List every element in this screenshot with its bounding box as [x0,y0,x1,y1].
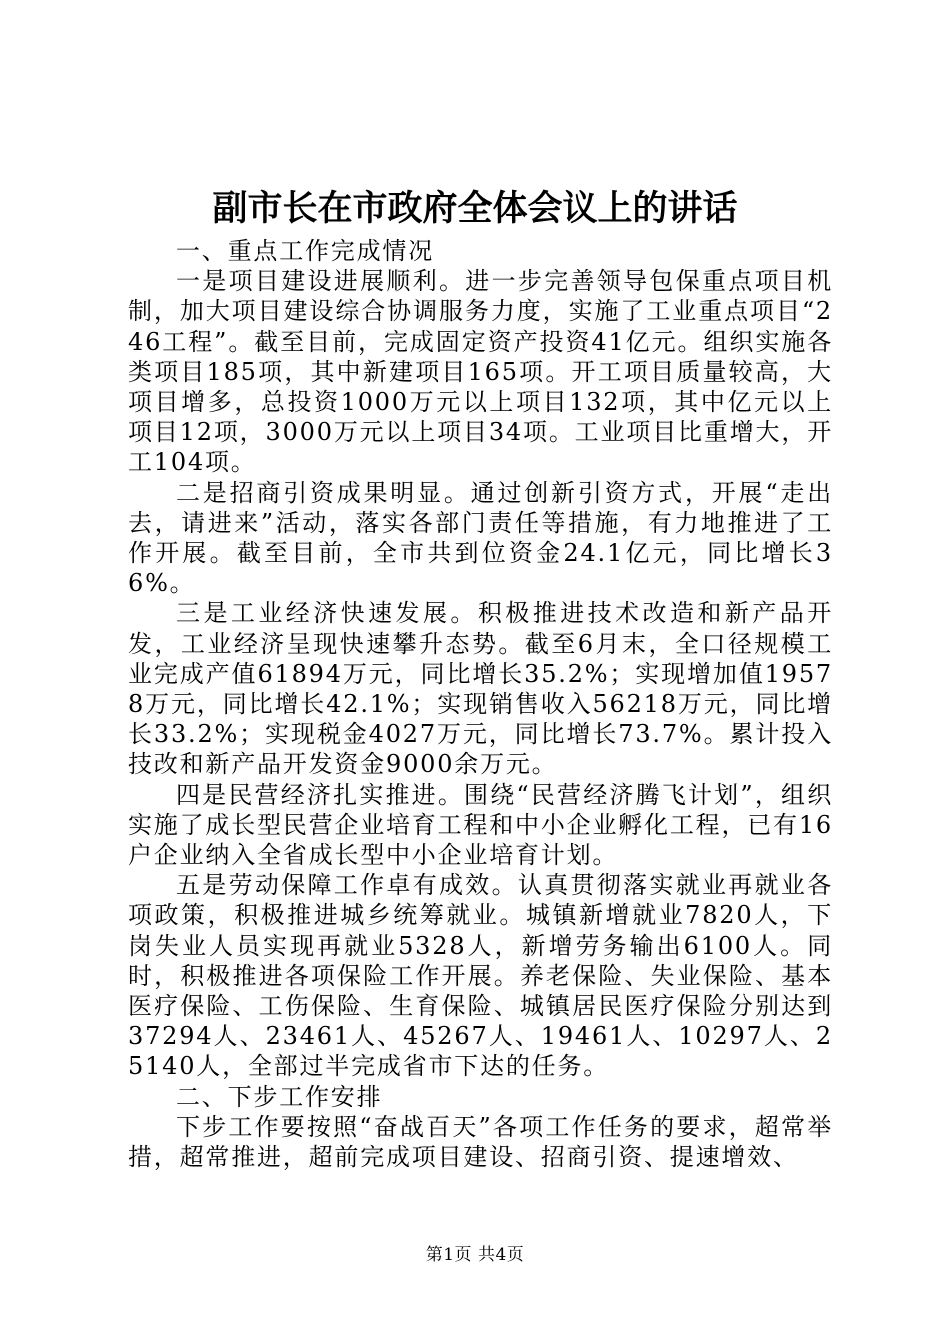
page-footer: 第1页 共4页 [425,1245,525,1265]
paragraph-labor-security: 五是劳动保障工作卓有成效。认真贯彻落实就业再就业各项政策，积极推进城乡统筹就业。城镇新增就业7820人，下岗失业人员实现再就业5328人，新增劳务输出6100人。同时，积极推进各项保险工作开展。养老保险、失业保险、基本医疗保险、工伤保险、生育保险、城镇居民医疗保险分别达到37294人、23461人、45267人、19461人、10297人、25140人，全部过半完成省市下达的任务。 [128,871,833,1081]
document-body [128,236,833,1172]
paragraph-investment-attraction: 二是招商引资成果明显。通过创新引资方式，开展“走出去，请进来”活动，落实各部门责任等措施，有力地推进了工作开展。截至目前，全市共到位资金24.1亿元，同比增长36%。 [128,478,833,598]
section-heading-1: 一、重点工作完成情况 [176,237,434,265]
paragraph-industrial-economy: 三是工业经济快速发展。积极推进技术改造和新产品开发，工业经济呈现快速攀升态势。截至6月末，全口径规模工业完成产值61894万元，同比增长35.2%；实现增加值19578万元，同比增长42.1%；实现销售收入56218万元，同比增长33.2%；实现税金4027万元，同比增长73.7%。累计投入技改和新产品开发资金9000余万元。 [128,599,833,779]
section-heading-2: 二、下步工作安排 [176,1082,383,1111]
document-title: 副市长在市政府全体会议上的讲话 [212,188,738,229]
paragraph-private-economy: 四是民营经济扎实推进。围绕“民营经济腾飞计划”，组织实施了成长型民营企业培育工程和中小企业孵化工程，已有16户企业纳入全省成长型中小企业培育计划。 [128,780,833,870]
paragraph-next-steps: 下步工作要按照“奋战百天”各项工作任务的要求，超常举措，超常推进，超前完成项目建设、招商引资、提速增效、 [128,1112,833,1172]
paragraph-project-construction: 一是项目建设进展顺利。进一步完善领导包保重点项目机制，加大项目建设综合协调服务力度，实施了工业重点项目“246工程”。截至目前，完成固定资产投资41亿元。组织实施各类项目185项，其中新建项目165项。开工项目质量较高，大项目增多，总投资1000万元以上项目132项，其中亿元以上项目12项，3000万元以上项目34项。工业项目比重增大，开工104项。 [128,267,833,477]
